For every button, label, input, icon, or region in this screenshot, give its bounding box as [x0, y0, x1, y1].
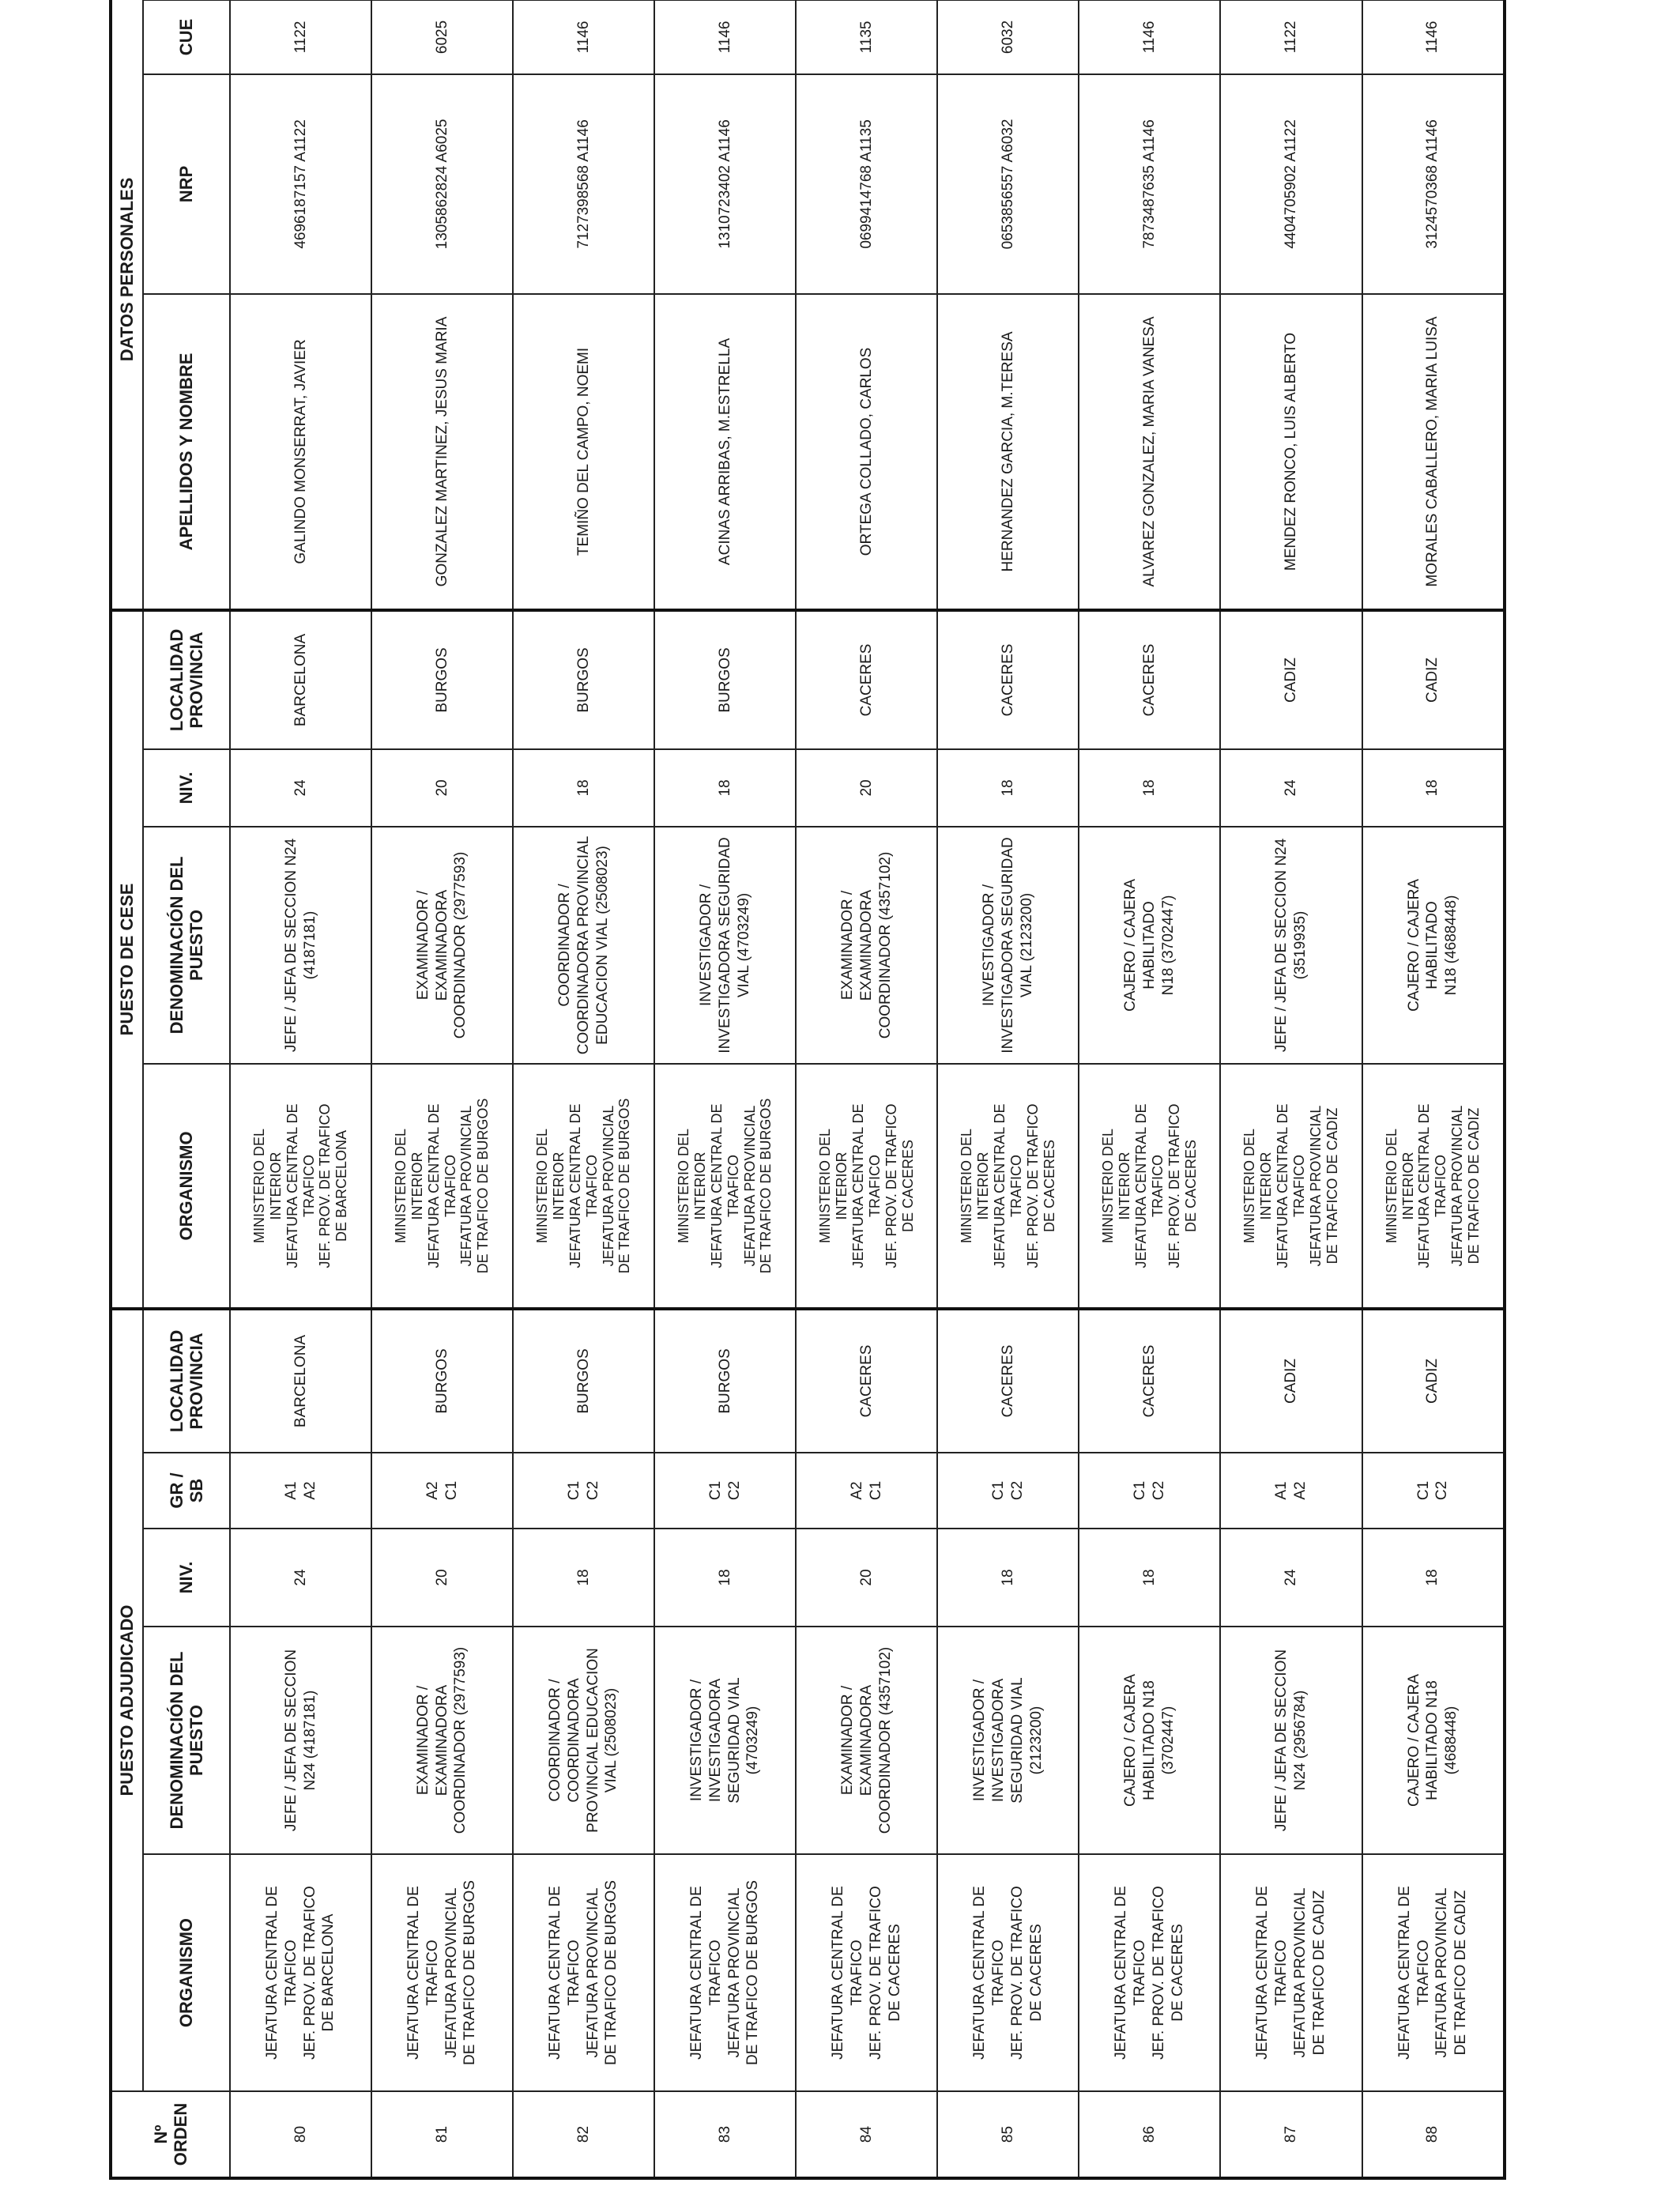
- cell-puesto-adjudicado: JEFE / JEFA DE SECCION N24 (4187181): [230, 1627, 371, 1854]
- cell-puesto-cese: INVESTIGADOR / INVESTIGADORA SEGURIDAD VIAL (2123200): [937, 827, 1079, 1064]
- cell-grsb-adjudicado: A1 A2: [230, 1453, 371, 1529]
- cell-puesto-adjudicado: EXAMINADOR / EXAMINADORA COORDINADOR (4357102): [796, 1627, 937, 1854]
- cell-niv-cese: 18: [654, 749, 796, 827]
- cell-organismo-cese: MINISTERIO DEL INTERIOR JEFATURA CENTRAL DE TRAFICO JEFATURA PROVINCIAL DE TRAFICO DE BURGOS: [371, 1064, 513, 1309]
- cell-orden: 84: [796, 2091, 937, 2178]
- header-niv-adj: NIV.: [143, 1529, 230, 1627]
- cell-apellidos-nombre: MORALES CABALLERO, MARIA LUISA: [1362, 294, 1505, 610]
- cell-niv-cese: 18: [937, 749, 1079, 827]
- cell-apellidos-nombre: ALVAREZ GONZALEZ, MARIA VANESA: [1079, 294, 1220, 610]
- rotated-document-sheet: [109, 17, 1506, 2180]
- cell-organismo-cese: MINISTERIO DEL INTERIOR JEFATURA CENTRAL DE TRAFICO JEF. PROV. DE TRAFICO DE CACERES: [796, 1064, 937, 1309]
- cell-cue: 1146: [654, 0, 796, 74]
- cell-localidad-adjudicado: CACERES: [1079, 1309, 1220, 1453]
- header-organismo-cese: ORGANISMO: [143, 1064, 230, 1309]
- cell-organismo-adjudicado: JEFATURA CENTRAL DE TRAFICO JEFATURA PROVINCIAL DE TRAFICO DE CADIZ: [1220, 1854, 1362, 2091]
- cell-puesto-cese: CAJERO / CAJERA HABILITADO N18 (3702447): [1079, 827, 1220, 1064]
- cell-grsb-adjudicado: A2 C1: [796, 1453, 937, 1529]
- cell-puesto-cese: JEFE / JEFA DE SECCION N24 (3519935): [1220, 827, 1362, 1064]
- header-puesto-cese: DENOMINACIÓN DEL PUESTO: [143, 827, 230, 1064]
- cell-nrp: 1310723402 A1146: [654, 74, 796, 294]
- cell-organismo-cese: MINISTERIO DEL INTERIOR JEFATURA CENTRAL DE TRAFICO JEFATURA PROVINCIAL DE TRAFICO DE CADIZ: [1220, 1064, 1362, 1309]
- cell-organismo-cese: MINISTERIO DEL INTERIOR JEFATURA CENTRAL DE TRAFICO JEFATURA PROVINCIAL DE TRAFICO DE BURGOS: [654, 1064, 796, 1309]
- table-row: [937, 0, 1079, 2178]
- cell-organismo-adjudicado: JEFATURA CENTRAL DE TRAFICO JEF. PROV. DE TRAFICO DE CACERES: [937, 1854, 1079, 2091]
- cell-localidad-adjudicado: BARCELONA: [230, 1309, 371, 1453]
- cell-puesto-cese: COORDINADOR / COORDINADORA PROVINCIAL EDUCACION VIAL (2508023): [513, 827, 654, 1064]
- cell-orden: 87: [1220, 2091, 1362, 2178]
- cell-localidad-cese: BURGOS: [513, 610, 654, 749]
- cell-organismo-adjudicado: JEFATURA CENTRAL DE TRAFICO JEF. PROV. DE TRAFICO DE BARCELONA: [230, 1854, 371, 2091]
- table-row: [1362, 0, 1505, 2178]
- table-row: [654, 0, 796, 2178]
- header-niv-cese: NIV.: [143, 749, 230, 827]
- header-nrp: NRP: [143, 74, 230, 294]
- cell-grsb-adjudicado: A1 A2: [1220, 1453, 1362, 1529]
- cell-cue: 6032: [937, 0, 1079, 74]
- cell-puesto-cese: EXAMINADOR / EXAMINADORA COORDINADOR (2977593): [371, 827, 513, 1064]
- cell-organismo-adjudicado: JEFATURA CENTRAL DE TRAFICO JEFATURA PROVINCIAL DE TRAFICO DE BURGOS: [654, 1854, 796, 2091]
- adjudication-table: [109, 0, 1506, 2180]
- cell-niv-cese: 24: [230, 749, 371, 827]
- cell-orden: 83: [654, 2091, 796, 2178]
- cell-organismo-adjudicado: JEFATURA CENTRAL DE TRAFICO JEFATURA PROVINCIAL DE TRAFICO DE BURGOS: [513, 1854, 654, 2091]
- cell-cue: 1146: [1362, 0, 1505, 74]
- cell-localidad-adjudicado: CACERES: [796, 1309, 937, 1453]
- cell-niv-adjudicado: 18: [1079, 1529, 1220, 1627]
- cell-apellidos-nombre: GONZALEZ MARTINEZ, JESUS MARIA: [371, 294, 513, 610]
- cell-cue: 1146: [1079, 0, 1220, 74]
- cell-cue: 1122: [230, 0, 371, 74]
- group-puesto-adjudicado: PUESTO ADJUDICADO: [111, 1309, 143, 2091]
- cell-puesto-adjudicado: INVESTIGADOR / INVESTIGADORA SEGURIDAD VIAL (4703249): [654, 1627, 796, 1854]
- header-order: Nº ORDEN: [111, 2091, 230, 2178]
- cell-orden: 86: [1079, 2091, 1220, 2178]
- cell-orden: 82: [513, 2091, 654, 2178]
- header-cue: CUE: [143, 0, 230, 74]
- cell-orden: 85: [937, 2091, 1079, 2178]
- cell-niv-cese: 24: [1220, 749, 1362, 827]
- table-row: [796, 0, 937, 2178]
- header-apellidos-nombre: APELLIDOS Y NOMBRE: [143, 294, 230, 610]
- cell-apellidos-nombre: GALINDO MONSERRAT, JAVIER: [230, 294, 371, 610]
- cell-localidad-cese: CACERES: [1079, 610, 1220, 749]
- header-localidad-cese: LOCALIDAD PROVINCIA: [143, 610, 230, 749]
- cell-nrp: 7873487635 A1146: [1079, 74, 1220, 294]
- cell-nrp: 7127398568 A1146: [513, 74, 654, 294]
- cell-puesto-adjudicado: JEFE / JEFA DE SECCION N24 (2956784): [1220, 1627, 1362, 1854]
- group-puesto-cese: PUESTO DE CESE: [111, 610, 143, 1309]
- cell-niv-cese: 20: [371, 749, 513, 827]
- cell-apellidos-nombre: HERNANDEZ GARCIA, M.TERESA: [937, 294, 1079, 610]
- cell-niv-cese: 18: [1079, 749, 1220, 827]
- cell-grsb-adjudicado: C1 C2: [513, 1453, 654, 1529]
- header-localidad-adj: LOCALIDAD PROVINCIA: [143, 1309, 230, 1453]
- cell-grsb-adjudicado: C1 C2: [937, 1453, 1079, 1529]
- cell-niv-adjudicado: 18: [937, 1529, 1079, 1627]
- cell-apellidos-nombre: ACINAS ARRIBAS, M.ESTRELLA: [654, 294, 796, 610]
- table-row: [1220, 0, 1362, 2178]
- cell-localidad-adjudicado: CADIZ: [1362, 1309, 1505, 1453]
- table-row: [1079, 0, 1220, 2178]
- cell-niv-adjudicado: 20: [796, 1529, 937, 1627]
- header-puesto-adj: DENOMINACIÓN DEL PUESTO: [143, 1627, 230, 1854]
- cell-cue: 1146: [513, 0, 654, 74]
- cell-organismo-cese: MINISTERIO DEL INTERIOR JEFATURA CENTRAL DE TRAFICO JEF. PROV. DE TRAFICO DE CACERES: [937, 1064, 1079, 1309]
- cell-nrp: 0699414768 A1135: [796, 74, 937, 294]
- cell-nrp: 3124570368 A1146: [1362, 74, 1505, 294]
- cell-puesto-cese: CAJERO / CAJERA HABILITADO N18 (4688448): [1362, 827, 1505, 1064]
- table-body: [230, 0, 1505, 2178]
- group-datos-personales: DATOS PERSONALES: [111, 0, 143, 610]
- table-row: [371, 0, 513, 2178]
- cell-orden: 81: [371, 2091, 513, 2178]
- header-organismo-adj: ORGANISMO: [143, 1854, 230, 2091]
- table-row: [230, 0, 371, 2178]
- cell-localidad-cese: BURGOS: [654, 610, 796, 749]
- cell-apellidos-nombre: MENDEZ RONCO, LUIS ALBERTO: [1220, 294, 1362, 610]
- cell-organismo-cese: MINISTERIO DEL INTERIOR JEFATURA CENTRAL DE TRAFICO JEFATURA PROVINCIAL DE TRAFICO DE CADIZ: [1362, 1064, 1505, 1309]
- cell-niv-adjudicado: 20: [371, 1529, 513, 1627]
- cell-cue: 1135: [796, 0, 937, 74]
- cell-apellidos-nombre: TEMIÑO DEL CAMPO, NOEMI: [513, 294, 654, 610]
- cell-grsb-adjudicado: A2 C1: [371, 1453, 513, 1529]
- header-grsb-adj: GR / SB: [143, 1453, 230, 1529]
- cell-grsb-adjudicado: C1 C2: [1079, 1453, 1220, 1529]
- cell-orden: 88: [1362, 2091, 1505, 2178]
- cell-organismo-cese: MINISTERIO DEL INTERIOR JEFATURA CENTRAL DE TRAFICO JEFATURA PROVINCIAL DE TRAFICO DE BURGOS: [513, 1064, 654, 1309]
- cell-grsb-adjudicado: C1 C2: [1362, 1453, 1505, 1529]
- cell-puesto-cese: JEFE / JEFA DE SECCION N24 (4187181): [230, 827, 371, 1064]
- cell-niv-cese: 18: [513, 749, 654, 827]
- cell-nrp: 0653856557 A6032: [937, 74, 1079, 294]
- cell-niv-adjudicado: 24: [230, 1529, 371, 1627]
- cell-cue: 6025: [371, 0, 513, 74]
- cell-organismo-adjudicado: JEFATURA CENTRAL DE TRAFICO JEF. PROV. DE TRAFICO DE CACERES: [796, 1854, 937, 2091]
- cell-localidad-cese: CADIZ: [1220, 610, 1362, 749]
- cell-organismo-adjudicado: JEFATURA CENTRAL DE TRAFICO JEFATURA PROVINCIAL DE TRAFICO DE CADIZ: [1362, 1854, 1505, 2091]
- cell-apellidos-nombre: ORTEGA COLLADO, CARLOS: [796, 294, 937, 610]
- cell-niv-cese: 18: [1362, 749, 1505, 827]
- cell-puesto-cese: INVESTIGADOR / INVESTIGADORA SEGURIDAD VIAL (4703249): [654, 827, 796, 1064]
- cell-localidad-adjudicado: BURGOS: [371, 1309, 513, 1453]
- cell-organismo-cese: MINISTERIO DEL INTERIOR JEFATURA CENTRAL DE TRAFICO JEF. PROV. DE TRAFICO DE BARCELONA: [230, 1064, 371, 1309]
- cell-niv-adjudicado: 18: [513, 1529, 654, 1627]
- cell-nrp: 4404705902 A1122: [1220, 74, 1362, 294]
- cell-localidad-cese: BARCELONA: [230, 610, 371, 749]
- cell-organismo-adjudicado: JEFATURA CENTRAL DE TRAFICO JEFATURA PROVINCIAL DE TRAFICO DE BURGOS: [371, 1854, 513, 2091]
- cell-organismo-adjudicado: JEFATURA CENTRAL DE TRAFICO JEF. PROV. DE TRAFICO DE CACERES: [1079, 1854, 1220, 2091]
- cell-localidad-cese: CACERES: [796, 610, 937, 749]
- cell-localidad-adjudicado: BURGOS: [513, 1309, 654, 1453]
- cell-niv-cese: 20: [796, 749, 937, 827]
- cell-puesto-adjudicado: EXAMINADOR / EXAMINADORA COORDINADOR (2977593): [371, 1627, 513, 1854]
- cell-localidad-cese: CADIZ: [1362, 610, 1505, 749]
- table-row: [513, 0, 654, 2178]
- cell-puesto-adjudicado: INVESTIGADOR / INVESTIGADORA SEGURIDAD VIAL (2123200): [937, 1627, 1079, 1854]
- cell-localidad-adjudicado: CACERES: [937, 1309, 1079, 1453]
- cell-localidad-cese: CACERES: [937, 610, 1079, 749]
- cell-localidad-adjudicado: BURGOS: [654, 1309, 796, 1453]
- cell-localidad-adjudicado: CADIZ: [1220, 1309, 1362, 1453]
- cell-puesto-adjudicado: CAJERO / CAJERA HABILITADO N18 (4688448): [1362, 1627, 1505, 1854]
- cell-puesto-cese: EXAMINADOR / EXAMINADORA COORDINADOR (4357102): [796, 827, 937, 1064]
- cell-grsb-adjudicado: C1 C2: [654, 1453, 796, 1529]
- cell-organismo-cese: MINISTERIO DEL INTERIOR JEFATURA CENTRAL DE TRAFICO JEF. PROV. DE TRAFICO DE CACERES: [1079, 1064, 1220, 1309]
- cell-nrp: 1305862824 A6025: [371, 74, 513, 294]
- cell-orden: 80: [230, 2091, 371, 2178]
- cell-niv-adjudicado: 24: [1220, 1529, 1362, 1627]
- cell-niv-adjudicado: 18: [1362, 1529, 1505, 1627]
- cell-cue: 1122: [1220, 0, 1362, 74]
- cell-puesto-adjudicado: CAJERO / CAJERA HABILITADO N18 (3702447): [1079, 1627, 1220, 1854]
- cell-niv-adjudicado: 18: [654, 1529, 796, 1627]
- cell-nrp: 4696187157 A1122: [230, 74, 371, 294]
- cell-localidad-cese: BURGOS: [371, 610, 513, 749]
- cell-puesto-adjudicado: COORDINADOR / COORDINADORA PROVINCIAL EDUCACION VIAL (2508023): [513, 1627, 654, 1854]
